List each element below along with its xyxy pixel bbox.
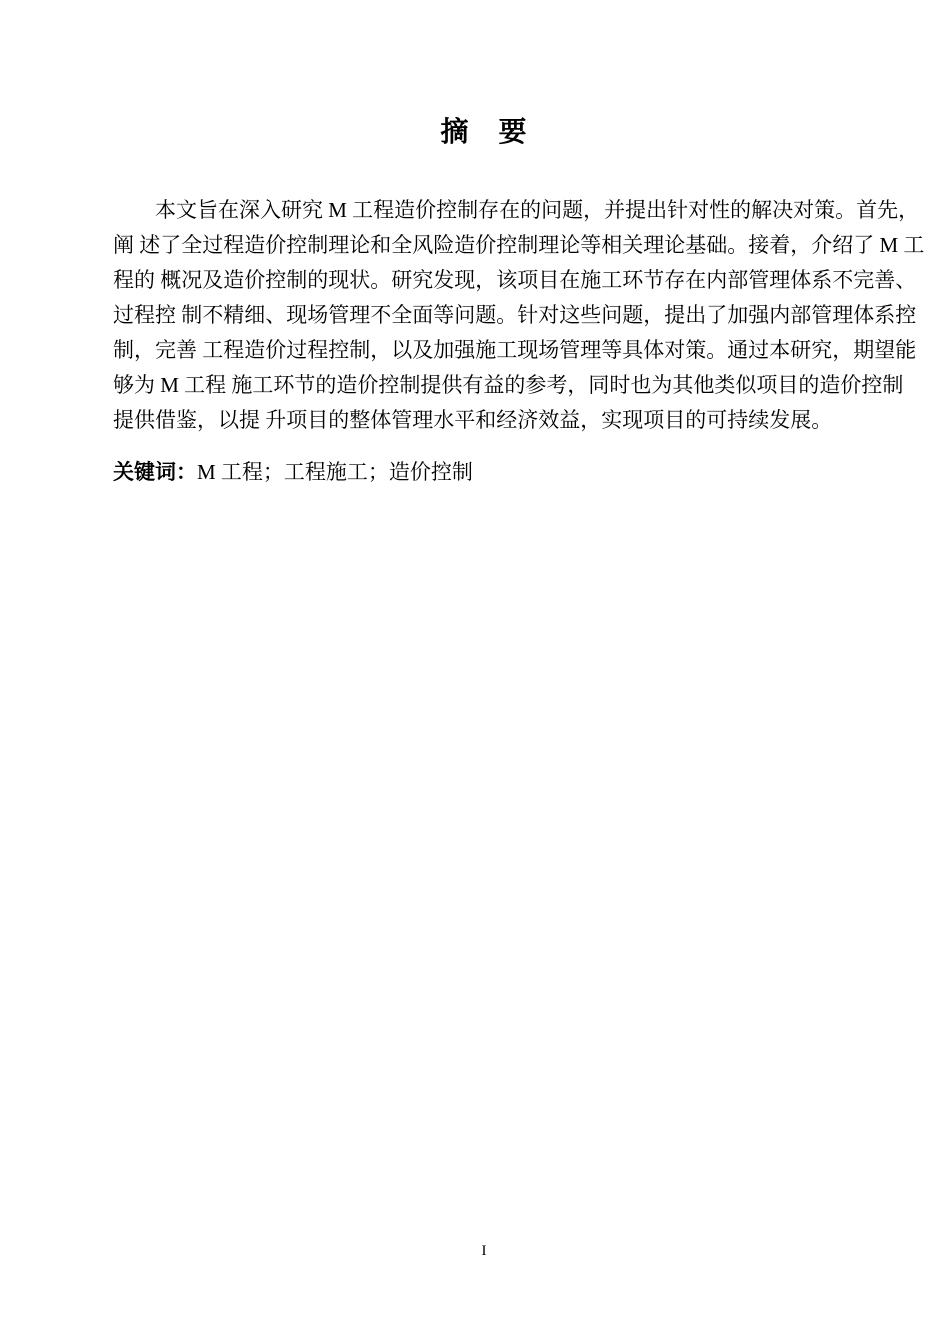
abstract-title: 摘 要 <box>440 116 528 147</box>
keywords-line <box>113 455 873 490</box>
abstract-line: 够为 M 工程 施工环节的造价控制提供有益的参考，同时也为其他类似项目的造价控制 <box>113 373 904 397</box>
keywords-label: 关键词： <box>113 461 197 484</box>
abstract-line: 制，完善 工程造价过程控制，以及加强施工现场管理等具体对策。通过本研究，期望能 <box>113 338 917 362</box>
abstract-paragraph <box>113 193 925 438</box>
abstract-line: 提供借鉴，以提 升项目的整体管理水平和经济效益，实现项目的可持续发展。 <box>113 408 833 432</box>
abstract-line: 过程控 制不精细、现场管理不全面等问题。针对这些问题，提出了加强内部管理体系控 <box>113 303 917 327</box>
page-number: I <box>481 1243 487 1259</box>
abstract-line: 本文旨在深入研究 M 工程造价控制存在的问题，并提出针对性的解决对策。首先， <box>155 198 920 222</box>
abstract-line: 阐 述了全过程造价控制理论和全风险造价控制理论等相关理论基础。接着，介绍了 M 工 <box>113 233 925 257</box>
abstract-line: 程的 概况及造价控制的现状。研究发现，该项目在施工环节存在内部管理体系不完善、 <box>113 268 917 292</box>
keywords-text: M 工程；工程施工；造价控制 <box>197 460 473 484</box>
